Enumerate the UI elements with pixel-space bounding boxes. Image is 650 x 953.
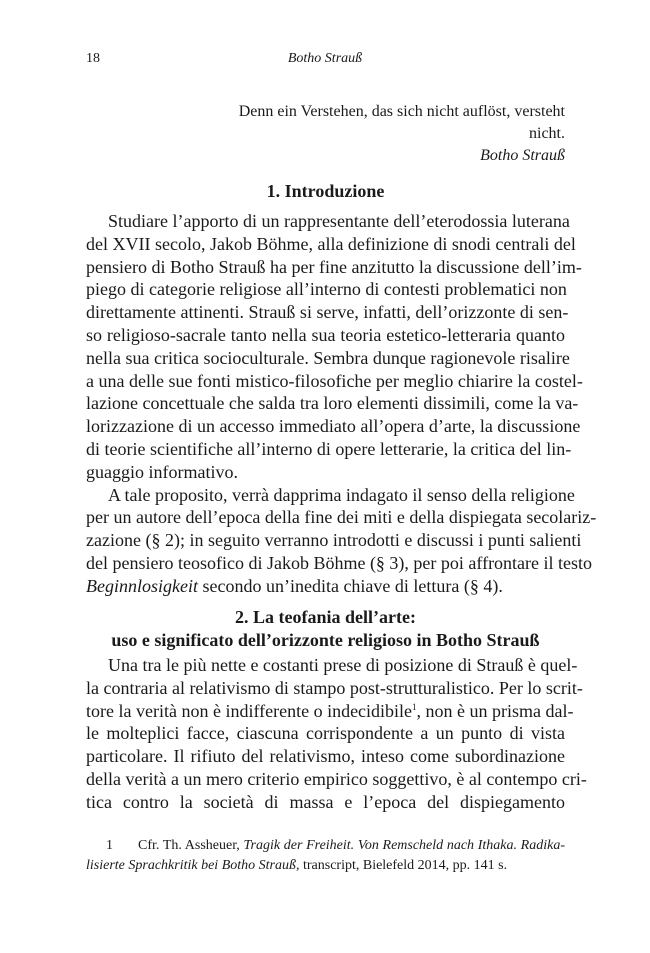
- book-title: Beginnlosigkeit: [86, 575, 198, 596]
- text-line: [86, 575, 565, 598]
- text-line: tica contro la società di massa e l’epoca del dispiegamento: [86, 791, 565, 812]
- text-line: Studiare l’apporto di un rappresentante dell’eterodossia luterana: [108, 211, 570, 231]
- section-1-body: [86, 210, 597, 598]
- text-line: le molteplici facce, ciascuna corrispondente a un punto di vista: [86, 723, 565, 744]
- footnote-line: [86, 856, 565, 876]
- running-head: Botho Strauß: [287, 51, 363, 66]
- text-line: per un autore dell’epoca della fine dei miti e della dispiegata secolariz-: [86, 507, 597, 528]
- text-line: nella sua critica socioculturale. Sembra dunque ragionevole risalire: [86, 347, 570, 368]
- section-heading-1: 1. Introduzione: [266, 181, 385, 201]
- text-line: pensiero di Botho Strauß ha per fine anzitutto la discussione dell’im-: [86, 256, 582, 277]
- text-line: lorizzazione di un accesso immediato all’opera d’arte, la discussione: [86, 416, 581, 437]
- epigraph: [200, 101, 565, 167]
- section-heading-2: [86, 606, 565, 652]
- page-number: 18: [86, 51, 100, 66]
- text-fragment: , non è un prisma dal-: [416, 700, 574, 721]
- footnote-line: [86, 836, 565, 856]
- text-line: di teorie scientifiche all’interno di opere letterarie, la critica del lin-: [86, 438, 572, 459]
- text-line: del XVII secolo, Jakob Böhme, alla definizione di snodi centrali del: [86, 233, 576, 254]
- epigraph-author: Botho Strauß: [480, 147, 565, 164]
- footnote-number: 1: [106, 838, 113, 853]
- text-line: A tale proposito, verrà dapprima indagato il senso della religione: [108, 484, 575, 505]
- text-line: [86, 700, 574, 723]
- text-fragment: tore la verità non è indifferente o indecidibile: [86, 700, 413, 721]
- footnote-prefix: Cfr. Th. Assheuer,: [138, 838, 244, 853]
- text-line: la contraria al relativismo di stampo post-strutturalistico. Per lo scrit-: [86, 677, 583, 698]
- text-line: direttamente attinenti. Strauß si serve, infatti, dell’orizzonte di sen-: [86, 302, 569, 323]
- text-line: so religioso-sacrale tanto nella sua teoria estetico-letteraria quanto: [86, 324, 565, 345]
- text-line: a una delle sue fonti mistico-filosofiche per meglio chiarire la costel-: [86, 370, 583, 391]
- footnote-title: Tragik der Freiheit. Von Remscheld nach Ithaka. Radika-: [243, 838, 566, 853]
- text-line: particolare. Il rifiuto del relativismo, inteso come subordinazione: [86, 746, 565, 767]
- footnote-title: lisierte Sprachkritik bei Botho Strauß: [86, 858, 296, 873]
- footnote-rest: , transcript, Bielefeld 2014, pp. 141 s.: [295, 858, 508, 873]
- heading-line: 2. La teofania dell’arte:: [235, 607, 416, 627]
- epigraph-quote: Denn ein Verstehen, das sich nicht auflöst, versteht nicht.: [238, 103, 565, 142]
- heading-line: uso e significato dell’orizzonte religioso in Botho Strauß: [111, 630, 540, 650]
- section-2-body: [86, 654, 587, 814]
- text-line: piego di categorie religiose all’interno di contesti problematici non: [86, 279, 567, 300]
- text-line: del pensiero teosofico di Jakob Böhme (§ 3), per poi affrontare il testo: [86, 552, 593, 573]
- text-line: zazione (§ 2); in seguito verranno introdotti e discussi i punti salienti: [86, 530, 582, 551]
- text-line: guaggio informativo.: [86, 461, 238, 482]
- text-line: lazione concettuale che salda tra loro elementi dissimili, come la va-: [86, 393, 579, 414]
- text-fragment: secondo un’inedita chiave di lettura (§ 4).: [197, 575, 503, 596]
- text-line: Una tra le più nette e costanti prese di posizione di Strauß è quel-: [108, 655, 578, 675]
- text-line: della verità a un mero criterio empirico soggettivo, è al contempo cri-: [86, 768, 587, 789]
- footnote: [86, 836, 565, 876]
- footnote-reference[interactable]: 1: [412, 701, 417, 712]
